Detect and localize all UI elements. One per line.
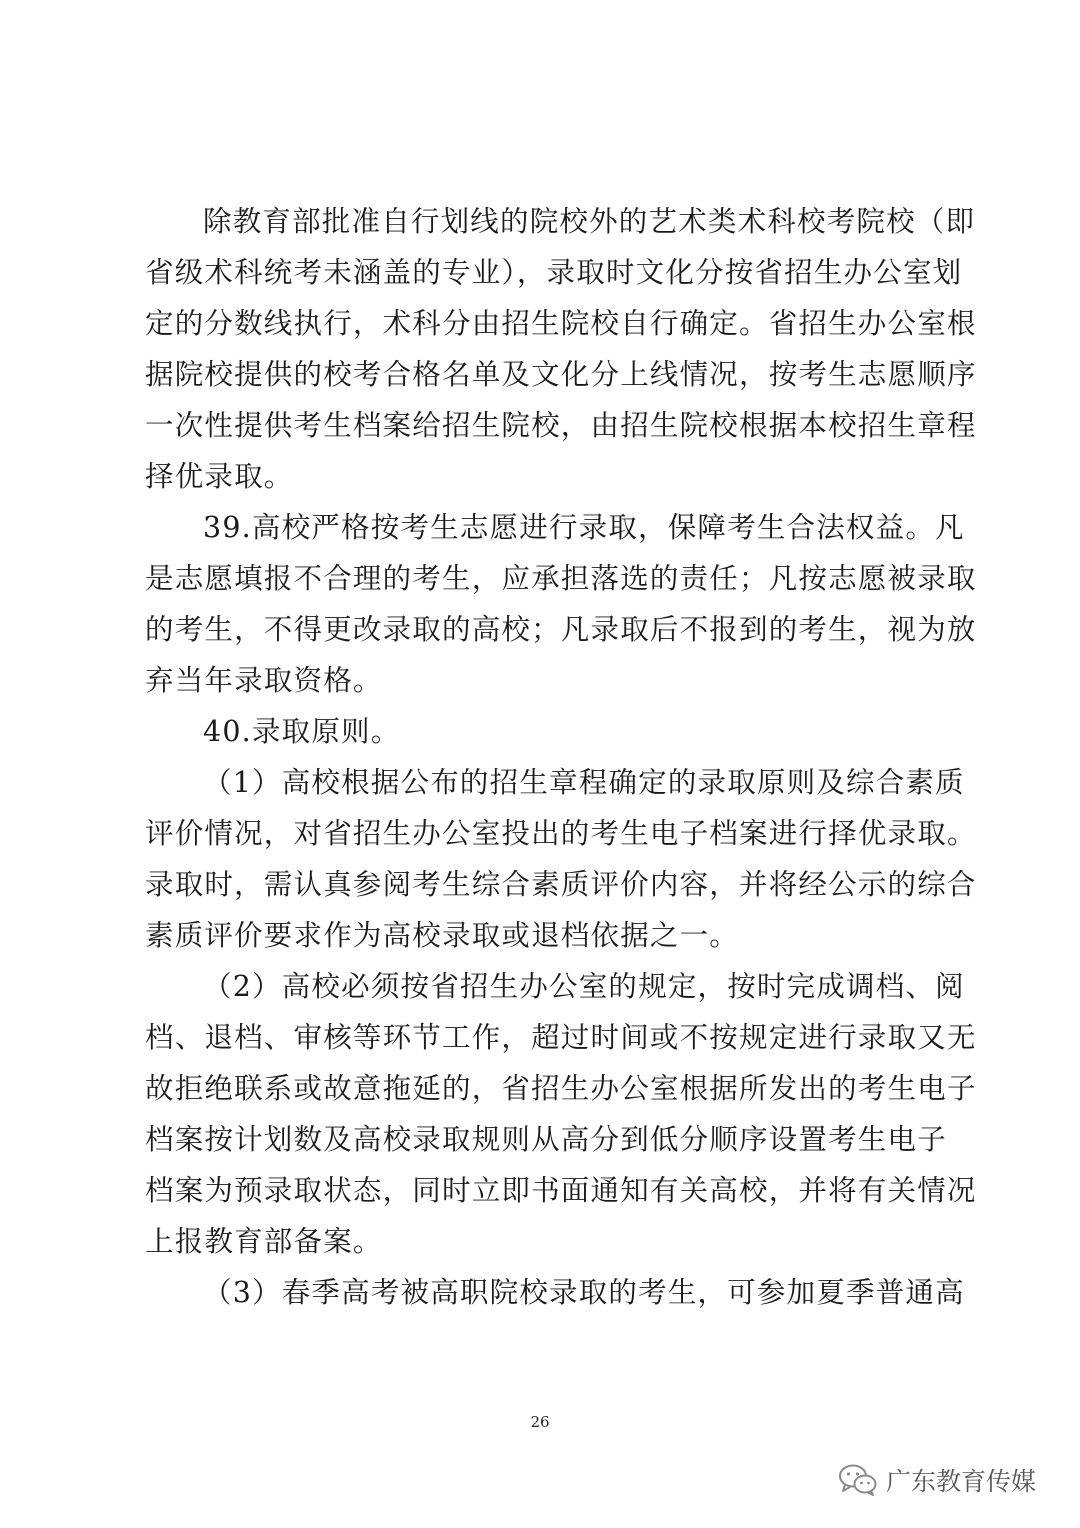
text-line: 素质评价要求作为高校录取或退档依据之一。 — [145, 919, 740, 952]
text-line: 省级术科统考未涵盖的专业），录取时文化分按省招生办公室划 — [145, 256, 963, 289]
text-line: （1）高校根据公布的招生章程确定的录取原则及综合素质 — [203, 766, 965, 799]
watermark — [838, 1462, 1036, 1498]
text-line: 录取时，需认真参阅考生综合素质评价内容，并将经公示的综合 — [145, 868, 977, 901]
text-line: 档、退档、审核等环节工作，超过时间或不按规定进行录取又无 — [145, 1021, 977, 1054]
paragraph-item-1 — [145, 757, 977, 961]
page-number: 26 — [530, 1413, 550, 1431]
text-line: 择优录取。 — [145, 460, 294, 493]
text-line: 是志愿填报不合理的考生，应承担落选的责任；凡按志愿被录取 — [145, 562, 977, 595]
text-line: 评价情况，对省招生办公室投出的考生电子档案进行择优录取。 — [145, 817, 977, 850]
text-line: 据院校提供的校考合格名单及文化分上线情况，按考生志愿顺序 — [145, 358, 977, 391]
body-text — [145, 196, 977, 1318]
text-line: 上报教育部备案。 — [145, 1225, 383, 1258]
paragraph-item-2 — [145, 961, 977, 1267]
paragraph-art-admission — [145, 196, 977, 502]
text-line: 故拒绝联系或故意拖延的，省招生办公室根据所发出的考生电子 — [145, 1072, 977, 1105]
text-line: 弃当年录取资格。 — [145, 664, 383, 697]
text-line: 的考生，不得更改录取的高校；凡录取后不报到的考生，视为放 — [145, 613, 977, 646]
paragraph-article-40-heading — [145, 706, 945, 757]
wechat-icon — [838, 1463, 878, 1497]
text-line: （3）春季高考被高职院校录取的考生，可参加夏季普通高 — [203, 1276, 965, 1309]
text-line: 39.高校严格按考生志愿进行录取，保障考生合法权益。凡 — [203, 511, 965, 544]
text-line: （2）高校必须按省招生办公室的规定，按时完成调档、阅 — [203, 970, 965, 1003]
text-line: 一次性提供考生档案给招生院校，由招生院校根据本校招生章程 — [145, 409, 977, 442]
text-line: 档案为预录取状态，同时立即书面通知有关高校，并将有关情况 — [145, 1174, 977, 1207]
section-heading: 40.录取原则。 — [203, 715, 401, 748]
watermark-text: 广东教育传媒 — [886, 1467, 1037, 1496]
text-line: 除教育部批准自行划线的院校外的艺术类术科校考院校（即 — [203, 205, 976, 238]
paragraph-article-39 — [145, 502, 977, 706]
text-line: 定的分数线执行，术科分由招生院校自行确定。省招生办公室根 — [145, 307, 977, 340]
text-line: 档案按计划数及高校录取规则从高分到低分顺序设置考生电子 — [145, 1123, 947, 1156]
paragraph-item-3 — [145, 1267, 965, 1318]
